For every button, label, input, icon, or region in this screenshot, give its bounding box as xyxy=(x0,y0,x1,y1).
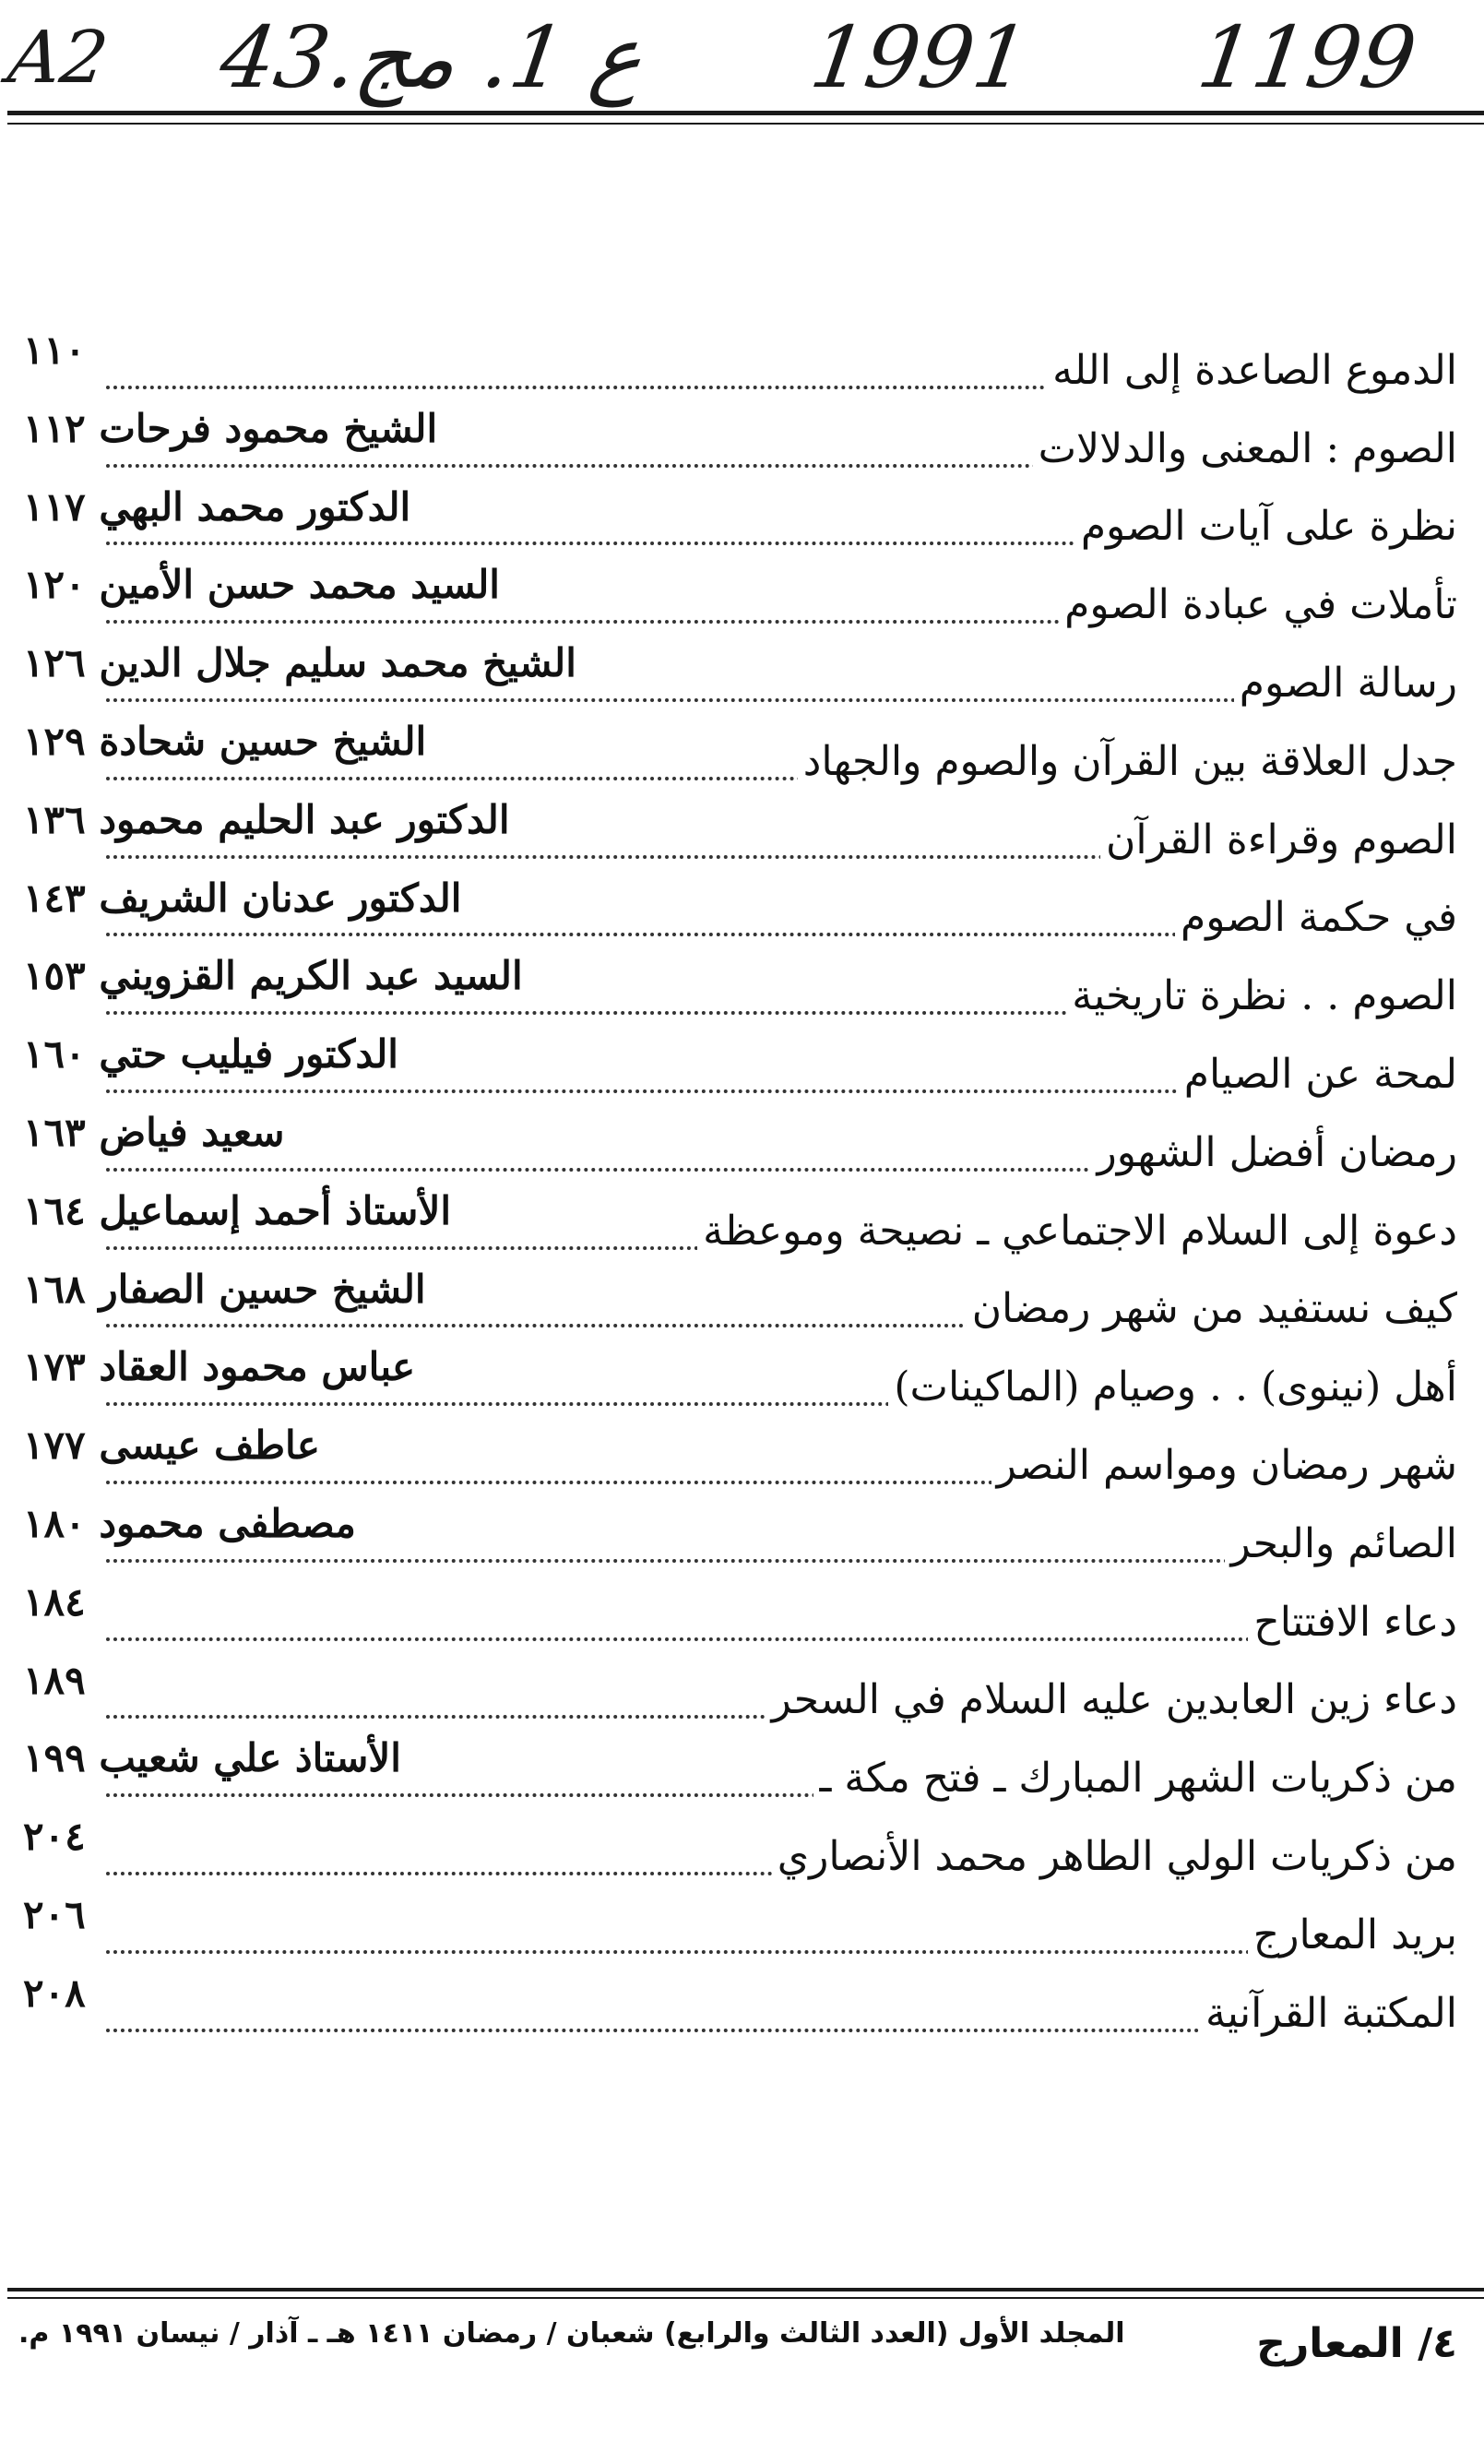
toc-entry-author: الشيخ محمود فرحات xyxy=(99,405,438,451)
toc-entry-title: الصوم . . نظرة تاريخية xyxy=(1066,972,1457,1020)
toc-entry-title: في حكمة الصوم xyxy=(1175,894,1457,942)
toc-entry-title: نظرة على آيات الصوم xyxy=(1075,503,1457,551)
toc-entry-author-and-page xyxy=(23,953,530,999)
toc-entry xyxy=(23,1422,1457,1501)
toc-entry-author: عاطف عيسى xyxy=(99,1422,320,1469)
toc-entry-author-and-page xyxy=(23,484,418,530)
toc-entry-page: ١٧٧ xyxy=(23,1422,86,1469)
toc-entry-page: ١٦٤ xyxy=(23,1187,86,1233)
toc-entry-author-and-page xyxy=(23,1267,433,1313)
toc-entry xyxy=(23,1814,1457,1892)
toc-entry-title: جدل العلاقة بين القرآن والصوم والجهاد xyxy=(798,738,1457,786)
header-rule-thin xyxy=(7,123,1484,125)
toc-entry-author-and-page xyxy=(23,875,469,922)
toc-entry-author: السيد محمد حسن الأمين xyxy=(99,562,500,608)
toc-entry-page: ١٦٣ xyxy=(23,1109,86,1155)
footer-rule-thick xyxy=(7,2288,1484,2291)
toc-entry-author: الدكتور عدنان الشريف xyxy=(99,875,462,921)
toc-entry-author-and-page xyxy=(23,1188,458,1234)
toc-entry-title: شهر رمضان ومواسم النصر xyxy=(991,1442,1457,1490)
toc-entry-title: رمضان أفضل الشهور xyxy=(1091,1129,1457,1177)
toc-entry xyxy=(23,953,1457,1031)
toc-entry xyxy=(23,1501,1457,1579)
toc-entry-page: ٢٠٨ xyxy=(23,1970,93,2017)
toc-entry-title: أهل (نينوى) . . وصيام (الماكينات) xyxy=(888,1363,1457,1411)
toc-entry-author-and-page xyxy=(23,1344,422,1390)
toc-entry-title: من ذكريات الولي الطاهر محمد الأنصاري xyxy=(772,1833,1457,1881)
toc-entry-page: ٢٠٦ xyxy=(23,1892,93,1938)
toc-entry-author: عباس محمود العقاد xyxy=(99,1344,416,1390)
handwritten-reference: 43.ع 1. مج xyxy=(214,8,649,107)
toc-entry xyxy=(23,1579,1457,1658)
toc-entry-author: الشيخ محمد سليم جلال الدين xyxy=(99,640,576,686)
toc-entry xyxy=(23,719,1457,797)
toc-entry-author: سعيد فياض xyxy=(99,1109,285,1155)
toc-entry xyxy=(23,562,1457,640)
toc-entry-page: ١٢٦ xyxy=(23,640,86,686)
toc-entry xyxy=(23,797,1457,875)
toc-entry-title: تأملات في عبادة الصوم xyxy=(1059,581,1457,629)
toc-entry-page: ١٣٦ xyxy=(23,796,86,842)
toc-entry-author: الدكتور عبد الحليم محمود xyxy=(99,796,510,842)
toc-entry-title: دعاء زين العابدين عليه السلام في السحر xyxy=(766,1676,1457,1724)
toc-entry-title: كيف نستفيد من شهر رمضان xyxy=(967,1285,1457,1333)
toc-entry-title: دعوة إلى السلام الاجتماعي ـ نصيحة وموعظة xyxy=(697,1208,1457,1256)
toc-entry xyxy=(23,406,1457,484)
toc-entry xyxy=(23,1892,1457,1970)
toc-entry xyxy=(23,1110,1457,1188)
toc-entry-page: ١٨٤ xyxy=(23,1579,93,1625)
toc-entry-page: ١١٠ xyxy=(23,327,93,374)
toc-entry-title: رسالة الصوم xyxy=(1234,660,1457,708)
toc-entry-title: المكتبة القرآنية xyxy=(1200,1990,1457,2038)
toc-entry-title: الصوم وقراءة القرآن xyxy=(1100,816,1457,864)
table-of-contents xyxy=(23,327,1457,2049)
toc-entry-title: الصوم : المعنى والدلالات xyxy=(1033,425,1457,473)
toc-entry xyxy=(23,1031,1457,1110)
toc-entry-page: ١٥٣ xyxy=(23,953,86,999)
toc-entry-page: ١٢٠ xyxy=(23,562,86,608)
toc-entry-title: لمحة عن الصيام xyxy=(1179,1051,1457,1099)
toc-entry xyxy=(23,1735,1457,1814)
toc-entry-page: ١١٧ xyxy=(23,483,86,530)
toc-entry-author: الأستاذ علي شعيب xyxy=(99,1735,401,1781)
toc-entry-author-and-page xyxy=(23,640,584,686)
toc-entry xyxy=(23,1188,1457,1267)
toc-entry-page: ١٨٠ xyxy=(23,1500,86,1546)
toc-entry-title: دعاء الافتتاح xyxy=(1248,1599,1457,1647)
toc-entry-page: ١٤٣ xyxy=(23,875,86,921)
toc-entry xyxy=(23,1658,1457,1736)
handwritten-annotation xyxy=(0,7,1484,109)
header-rule-thick xyxy=(7,111,1484,115)
toc-entry-author: الشيخ حسين الصفار xyxy=(99,1266,426,1312)
footer-rule-thin xyxy=(7,2297,1484,2299)
handwritten-year: 1991 xyxy=(804,8,1035,107)
toc-entry-title: الدموع الصاعدة إلى الله xyxy=(1047,347,1457,395)
toc-entry xyxy=(23,327,1457,406)
toc-entry-page: ١٦٨ xyxy=(23,1266,86,1312)
toc-entry-author: الشيخ حسين شحادة xyxy=(99,718,427,764)
toc-entry-author-and-page xyxy=(23,797,517,843)
toc-entry-author-and-page xyxy=(23,1422,327,1469)
toc-entry xyxy=(23,484,1457,563)
toc-entry-title: بريد المعارج xyxy=(1248,1911,1457,1959)
toc-entry-page: ١٨٩ xyxy=(23,1658,93,1704)
toc-entry-page: ٢٠٤ xyxy=(23,1814,93,1860)
toc-entry-author: الأستاذ أحمد إسماعيل xyxy=(99,1187,451,1233)
handwritten-number: 1199 xyxy=(1192,8,1422,107)
toc-entry xyxy=(23,640,1457,719)
toc-entry-author-and-page xyxy=(23,562,507,608)
toc-entry xyxy=(23,1970,1457,2049)
toc-entry-title: من ذكريات الشهر المبارك ـ فتح مكة ـ xyxy=(813,1755,1457,1803)
toc-entry-author-and-page xyxy=(23,1110,291,1156)
toc-entry-author-and-page xyxy=(23,719,433,765)
toc-entry-author-and-page xyxy=(23,406,445,452)
toc-entry-title: الصائم والبحر xyxy=(1225,1520,1457,1568)
toc-entry-page: ١١٢ xyxy=(23,405,86,451)
handwritten-code: A2 xyxy=(3,17,113,100)
toc-entry-author: مصطفى محمود xyxy=(99,1500,356,1546)
toc-entry xyxy=(23,875,1457,954)
toc-entry xyxy=(23,1344,1457,1422)
toc-entry-author: الدكتور فيليب حتي xyxy=(99,1031,398,1077)
toc-entry-author-and-page xyxy=(23,1735,409,1781)
toc-entry-page: ١٧٣ xyxy=(23,1344,86,1390)
toc-entry-page: ١٢٩ xyxy=(23,718,86,764)
toc-entry xyxy=(23,1267,1457,1345)
toc-entry-page: ١٩٩ xyxy=(23,1735,86,1781)
footer-page-label: ٤/ المعارج xyxy=(1256,2320,1457,2367)
toc-entry-author: الدكتور محمد البهي xyxy=(99,483,411,530)
toc-entry-author: السيد عبد الكريم القزويني xyxy=(99,953,523,999)
footer-issue-info: المجلد الأول (العدد الثالث والرابع) شعبان / رمضان ١٤١١ هـ ـ آذار / نيسان ١٩٩١ م. xyxy=(18,2317,1125,2350)
page-footer xyxy=(18,2315,1457,2389)
toc-entry-author-and-page xyxy=(23,1501,363,1547)
toc-entry-author-and-page xyxy=(23,1031,406,1077)
toc-entry-page: ١٦٠ xyxy=(23,1031,86,1077)
